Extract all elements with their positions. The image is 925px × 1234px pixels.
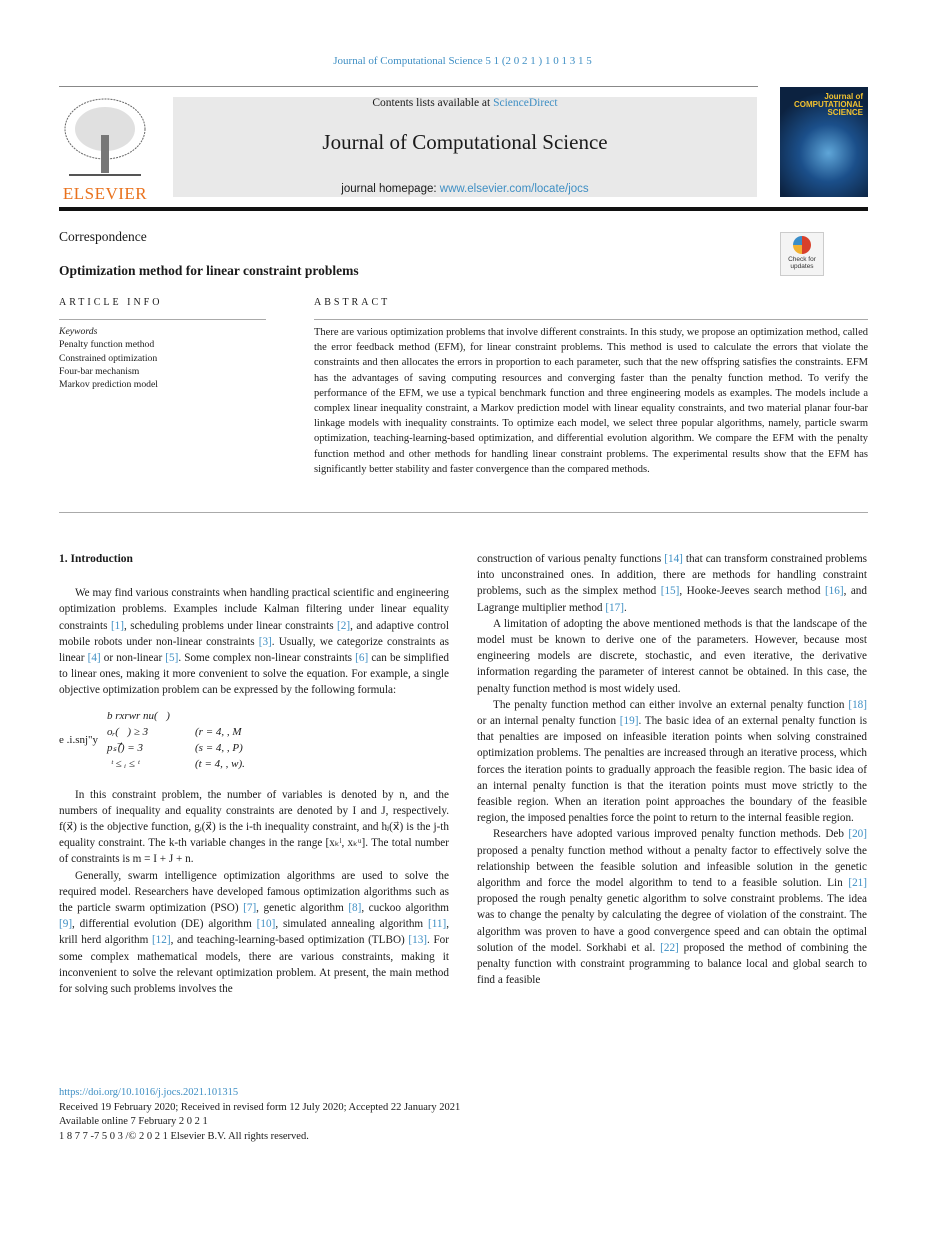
- cover-title: Journal of COMPUTATIONAL SCIENCE: [793, 92, 863, 117]
- paragraph-text: .: [623, 601, 627, 614]
- citation-link[interactable]: [14]: [664, 553, 683, 565]
- tree-icon: [59, 95, 151, 181]
- paragraph-text: proposed the rough penalty genetic algorithm to solve constraint problems. The idea was to change the penalty by calculating the degree of violation of the constraint. The algorithm was proven to have a good convergence speed and can obtain the optimal solution of the model. Sorkhabi et al.: [477, 893, 867, 954]
- contents-prefix: Contents lists available at: [372, 97, 494, 109]
- formula-line: pₛ(⃗) = 3: [107, 741, 143, 754]
- copyright: 1 8 7 7 -7 5 0 3 /© 2 0 2 1 Elsevier B.V. All rights reserved.: [59, 1130, 309, 1142]
- citation-link[interactable]: [20]: [848, 828, 867, 841]
- check-for-updates-button[interactable]: [780, 232, 824, 276]
- abstract-heading: ABSTRACT: [314, 297, 391, 308]
- paragraph-text: can be simplified to linear ones, making it more convenient to solve the equation. For example, a single objective optimization problem can be expressed by the following formula:: [59, 652, 450, 697]
- paragraph-text: proposed the method of combining the penalty function with constraint programming to balance local and global search to find a feasible: [477, 941, 867, 987]
- section-heading: 1. Introduction: [59, 553, 133, 565]
- divider: [59, 512, 868, 513]
- formula-condition: (t = 4, , w).: [195, 757, 245, 770]
- divider: [59, 319, 266, 320]
- formula-line: b rxrwr nu(⃗): [107, 709, 170, 722]
- citation-link[interactable]: [17]: [605, 601, 624, 614]
- paragraph: [59, 585, 449, 698]
- article-title: Optimization method for linear constraint problems: [59, 263, 359, 278]
- left-column: [59, 551, 449, 997]
- citation-link[interactable]: [2]: [337, 619, 351, 632]
- citation-link[interactable]: [3]: [258, 635, 272, 648]
- paragraph-text: . The basic idea of an external penalty function is that penalties are imposed on infeasible iteration points when solving constrained optimization problems. The penalties are increased through an iterative process, which forces the iteration points to gradually approach the feasible region. The basic idea of an internal penalty function is that the iteration points must move strictly to the feasible region. When an iteration point approaches the boundary of the feasible region, the imposed penalties force the point to return to the internal feasible region.: [477, 715, 867, 825]
- paragraph-text: , simulated annealing algorithm: [275, 918, 428, 931]
- paragraph-text: or non-linear: [100, 652, 166, 665]
- citation-link[interactable]: [18]: [848, 698, 867, 711]
- formula-line: oᵣ(⃗) ≥ 3: [107, 725, 149, 738]
- homepage-line: [173, 183, 757, 195]
- paragraph-text: that can transform constrained problems into unconstrained ones. In addition, there are methods for handling constraint problems, such as the simplex method: [477, 553, 868, 598]
- formula-label: e .i.snj"y: [59, 733, 99, 746]
- paragraph-text: . For some complex mathematical models, there are various constraints, making it inconvenient to solve the relevant optimization problem. At present, the main method for solving such problems involves the: [59, 934, 450, 996]
- citation-link[interactable]: [15]: [660, 585, 680, 598]
- citation-link[interactable]: [4]: [87, 652, 101, 665]
- paragraph-text: , genetic algorithm: [256, 902, 349, 915]
- citation-link[interactable]: [22]: [660, 941, 679, 954]
- journal-cover: [780, 87, 868, 197]
- citation-link[interactable]: [12]: [151, 934, 171, 947]
- received-dates: Received 19 February 2020; Received in revised form 12 July 2020; Accepted 22 January 2021: [59, 1101, 461, 1113]
- citation-link[interactable]: [6]: [355, 652, 369, 665]
- article-info-heading: ARTICLE INFO: [59, 297, 163, 308]
- homepage-link[interactable]: www.elsevier.com/locate/jocs: [439, 183, 589, 195]
- footer: [59, 1086, 460, 1144]
- formula: [59, 709, 449, 781]
- paragraph-text: , differential evolution (DE) algorithm: [72, 918, 257, 931]
- paragraph-text: proposed a penalty function method without a penalty factor to effectively solve the relationship between the feasible solution and infeasible solution in the genetic algorithm and force the model algorithm to tend to a feasible solution. Lin: [477, 844, 867, 890]
- paragraph-text: , and adaptive control mobile robots under non-linear constraints: [59, 619, 449, 648]
- keywords-label: Keywords: [59, 326, 98, 337]
- paragraph: [477, 826, 867, 988]
- keyword: Markov prediction model: [59, 379, 159, 391]
- paragraph-text: , cuckoo algorithm: [361, 902, 449, 915]
- paragraph-text: Researchers have adopted various improved penalty function methods. Deb: [493, 828, 849, 841]
- paragraph-text: , krill herd algorithm: [59, 918, 449, 947]
- paragraph-text: or an internal penalty function: [477, 715, 620, 728]
- keywords: [59, 325, 158, 391]
- formula-condition: (r = 4, , M: [195, 725, 242, 738]
- keyword: Four-bar mechanism: [59, 365, 140, 377]
- paragraph-text: The penalty function method can either involve an external penalty function: [493, 698, 849, 711]
- citation-link[interactable]: [13]: [408, 934, 428, 947]
- check-updates-label: Check for updates: [788, 256, 816, 270]
- abstract-text: There are various optimization problems that involve different constraints. In this study, we propose an optimization method, called the error feedback method (EFM), for linear constraint problems. This method is used to calculate the errors that violate the constraints and then allocates the errors in proportion to each parameter, such that the new offspring satisfies the constraints. EFM has the advantages of saving computing resources and converging faster than the penalty function method. To verify the performance of the EFM, we use a typical benchmark function and three engineering models as examples. The models include a complex linear inequality constraint, a Markov prediction model with linear equality constraints, and two material planar four-bar linkage models with inequality constraints. To optimize each model, we select three popular algorithms, namely, particle swarm optimization, teaching-learning-based optimization, and differential evolution algorithm. We compare the EFM with the penalty function method and other methods for handling linear constraint problems. The experimental results show that the EFM has significantly better stability and faster convergence than the compared methods.: [314, 327, 868, 475]
- paragraph: [59, 868, 449, 998]
- paragraph-text: We may find various constraints when handling practical scientific and engineering optimization problems. Examples include Kalman filtering under linear equality constraints: [59, 587, 449, 632]
- crossmark-icon: [793, 236, 811, 254]
- elsevier-wordmark: ELSEVIER: [62, 184, 148, 203]
- doi-link[interactable]: https://doi.org/10.1016/j.jocs.2021.101315: [59, 1087, 239, 1098]
- citation-link[interactable]: [9]: [59, 918, 73, 931]
- right-column: [477, 551, 867, 988]
- paragraph-text: , and Lagrange multiplier method: [477, 585, 867, 614]
- paragraph-text: . Some complex non-linear constraints: [178, 652, 356, 665]
- paragraph-text: . Usually, we categorize constraints as linear: [59, 635, 449, 665]
- citation-link[interactable]: [16]: [824, 585, 844, 598]
- header-rule: [59, 207, 868, 211]
- citation-link[interactable]: [1]: [110, 619, 124, 632]
- citation-link[interactable]: [21]: [848, 877, 867, 890]
- citation-link[interactable]: [7]: [243, 902, 257, 915]
- keyword: Penalty function method: [59, 339, 155, 351]
- citation-link[interactable]: [19]: [619, 715, 639, 728]
- paragraph-text: , and teaching-learning-based optimization (TLBO): [170, 934, 409, 947]
- citation-link[interactable]: [11]: [427, 918, 447, 931]
- paragraph: [477, 616, 867, 697]
- paragraph-text: Generally, swarm intelligence optimization algorithms are used to solve the required model. Researchers have developed famous optimization algorithms such as the particle swarm optimization (PSO): [59, 869, 449, 915]
- paragraph: [477, 697, 867, 827]
- journal-title: Journal of Computational Science: [322, 130, 608, 154]
- paragraph-text: In this constraint problem, the number of variables is denoted by n, and the numbers of inequality and equality constraints are denoted by I and J, respectively. f(x⃗) is the objective function, gᵢ(x⃗) is the i-th inequality constraint, and hⱼ(x⃗) is the j-th equality constraint. The k-th variable changes in the range [xₖˡ, xₖᵘ]. The total number of constraints is m = I + J + n.: [59, 788, 449, 866]
- divider: [59, 86, 758, 87]
- paragraph-text: construction of various penalty functions: [477, 553, 665, 565]
- citation-link[interactable]: [5]: [165, 652, 179, 665]
- journal-reference[interactable]: Journal of Computational Science 5 1 (2 0 2 1 ) 1 0 1 3 1 5: [333, 55, 592, 67]
- journal-header-band: [173, 97, 757, 197]
- formula-condition: (s = 4, , P): [195, 741, 243, 754]
- paragraph: [59, 787, 449, 868]
- elsevier-logo: [59, 95, 151, 203]
- paragraph: [477, 551, 867, 616]
- sciencedirect-link[interactable]: ScienceDirect: [493, 97, 558, 109]
- citation-link[interactable]: [10]: [256, 918, 276, 931]
- available-online: Available online 7 February 2 0 2 1: [59, 1116, 208, 1127]
- paragraph-text: , scheduling problems under linear constraints: [123, 619, 338, 632]
- paragraph-text: , Hooke-Jeeves search method: [679, 585, 825, 598]
- keyword: Constrained optimization: [59, 352, 158, 364]
- formula-line: ᵗ ≤ ᵢ ≤ ᵗ: [111, 757, 140, 770]
- homepage-prefix: journal homepage:: [341, 183, 440, 195]
- citation-link[interactable]: [8]: [348, 902, 362, 915]
- contents-line: [173, 97, 757, 109]
- divider: [314, 319, 868, 320]
- article-type: Correspondence: [59, 229, 147, 244]
- paragraph-text: A limitation of adopting the above mentioned methods is that the landscape of the model must be known to derive one of the parameters. However, because most engineering models are discrete, stochastic, and even iterative, the derivative information regarding the parameter of interest cannot be obtained. In this case, the penalty function method is most widely used.: [477, 617, 867, 695]
